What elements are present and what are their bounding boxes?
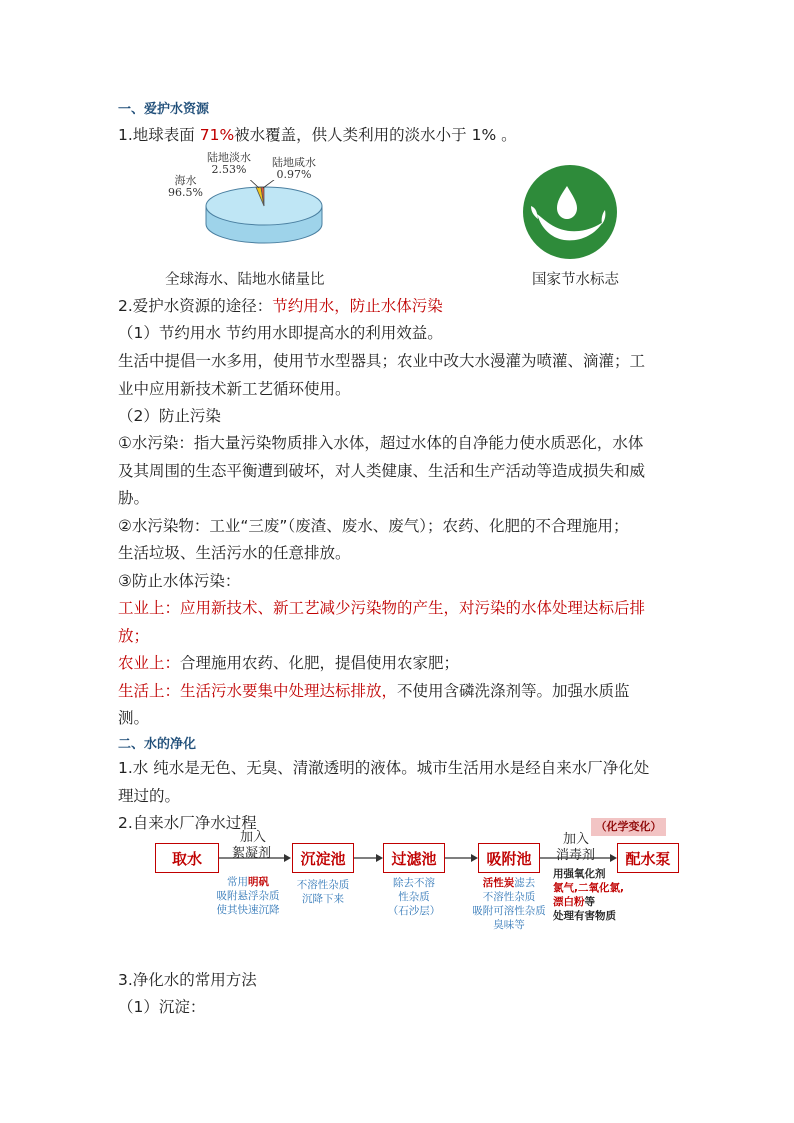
disinfectant-label: 消毒剂 xyxy=(556,848,596,863)
flow-box-filtration: 过滤池 xyxy=(383,843,445,873)
line-life-usage: 生活中提倡一水多用，使用节水型器具；农业中改大水漫灌为喷灌、滴灌；工 xyxy=(118,352,646,370)
add-label-2: 加入 xyxy=(563,832,590,847)
line-earth-surface: 1.地球表面 71%被水覆盖，供人类利用的淡水小于 1% 。 xyxy=(118,126,517,144)
pie-caption: 全球海水、陆地水储量比 xyxy=(165,272,325,288)
line-pollutants-2: 生活垃圾、生活污水的任意排放。 xyxy=(118,544,351,562)
chemical-change-tag: （化学变化） xyxy=(591,818,666,836)
logo-caption: 国家节水标志 xyxy=(532,272,619,288)
flow-box-sedimentation: 沉淀池 xyxy=(292,843,354,873)
pie-label-salt: 陆地咸水 0.97% xyxy=(272,156,316,181)
flow-box-distribution-pump: 配水泵 xyxy=(617,843,679,873)
line-water-pollution-3: 胁。 xyxy=(118,489,150,507)
note-sedimentation: 不溶性杂质 沉降下来 xyxy=(296,879,350,905)
note-filtration: 除去不溶 性杂质 （石沙层） xyxy=(387,877,441,917)
line-pure-water-2: 理过的。 xyxy=(118,787,181,805)
add-label-1: 加入 xyxy=(240,830,267,845)
line-pollutants-1: ②水污染物：工业“三废”（废渣、废水、废气）；农药、化肥的不合理施用； xyxy=(118,517,629,535)
line-life-measure: 生活上：生活污水要集中处理达标排放，不使用含磷洗涤剂等。加强水质监 xyxy=(118,682,630,700)
line-plant-process: 2.自来水厂净水过程 xyxy=(118,814,257,832)
line-prevent-title: ③防止水体污染： xyxy=(118,572,241,590)
line-water-pollution-2: 及其周围的生态平衡遭到破坏，对人类健康、生活和生产活动等造成损失和威 xyxy=(118,462,646,480)
section-title-1: 一、爱护水资源 xyxy=(118,102,210,117)
note-disinfection: 用强氧化剂 氯气,二氧化氯, 漂白粉等 处理有害物质 xyxy=(553,868,624,922)
pie-label-sea: 海水 96.5% xyxy=(168,174,203,199)
line-industry-measure-2: 放； xyxy=(118,627,150,645)
flow-box-intake: 取水 xyxy=(155,843,219,873)
section-title-2: 二、水的净化 xyxy=(118,737,197,752)
line-industry-measure: 工业上：应用新技术、新工艺减少污染物的产生，对污染的水体处理达标后排 xyxy=(118,599,646,617)
line-industry-reuse: 业中应用新技术新工艺循环使用。 xyxy=(118,380,351,398)
note-flocculant: 常用明矾 吸附悬浮杂质 使其快速沉降 xyxy=(216,876,280,916)
line-common-methods: 3.净化水的常用方法 xyxy=(118,971,257,989)
line-protect-ways: 2.爱护水资源的途径：节约用水，防止水体污染 xyxy=(118,297,443,315)
flow-box-adsorption: 吸附池 xyxy=(478,843,540,873)
pie-label-fresh: 陆地淡水 2.53% xyxy=(207,151,251,176)
line-pure-water: 1.水 纯水是无色、无臭、清澈透明的液体。城市生活用水是经自来水厂净化处 xyxy=(118,759,650,777)
line-save-water: （1）节约用水 节约用水即提高水的利用效益。 xyxy=(118,324,443,342)
line-water-pollution-1: ①水污染：指大量污染物质排入水体，超过水体的自净能力使水质恶化，水体 xyxy=(118,434,644,452)
line-life-measure-2: 测。 xyxy=(118,709,150,727)
line-agriculture-measure: 农业上：合理施用农药、化肥，提倡使用农家肥； xyxy=(118,654,460,672)
flocculant-label: 絮凝剂 xyxy=(232,846,272,861)
note-adsorption: 活性炭滤去 不溶性杂质 吸附可溶性杂质 臭味等 xyxy=(472,877,546,931)
line-prevent-pollution: （2）防止污染 xyxy=(118,407,221,425)
line-sedimentation: （1）沉淀： xyxy=(118,998,206,1016)
